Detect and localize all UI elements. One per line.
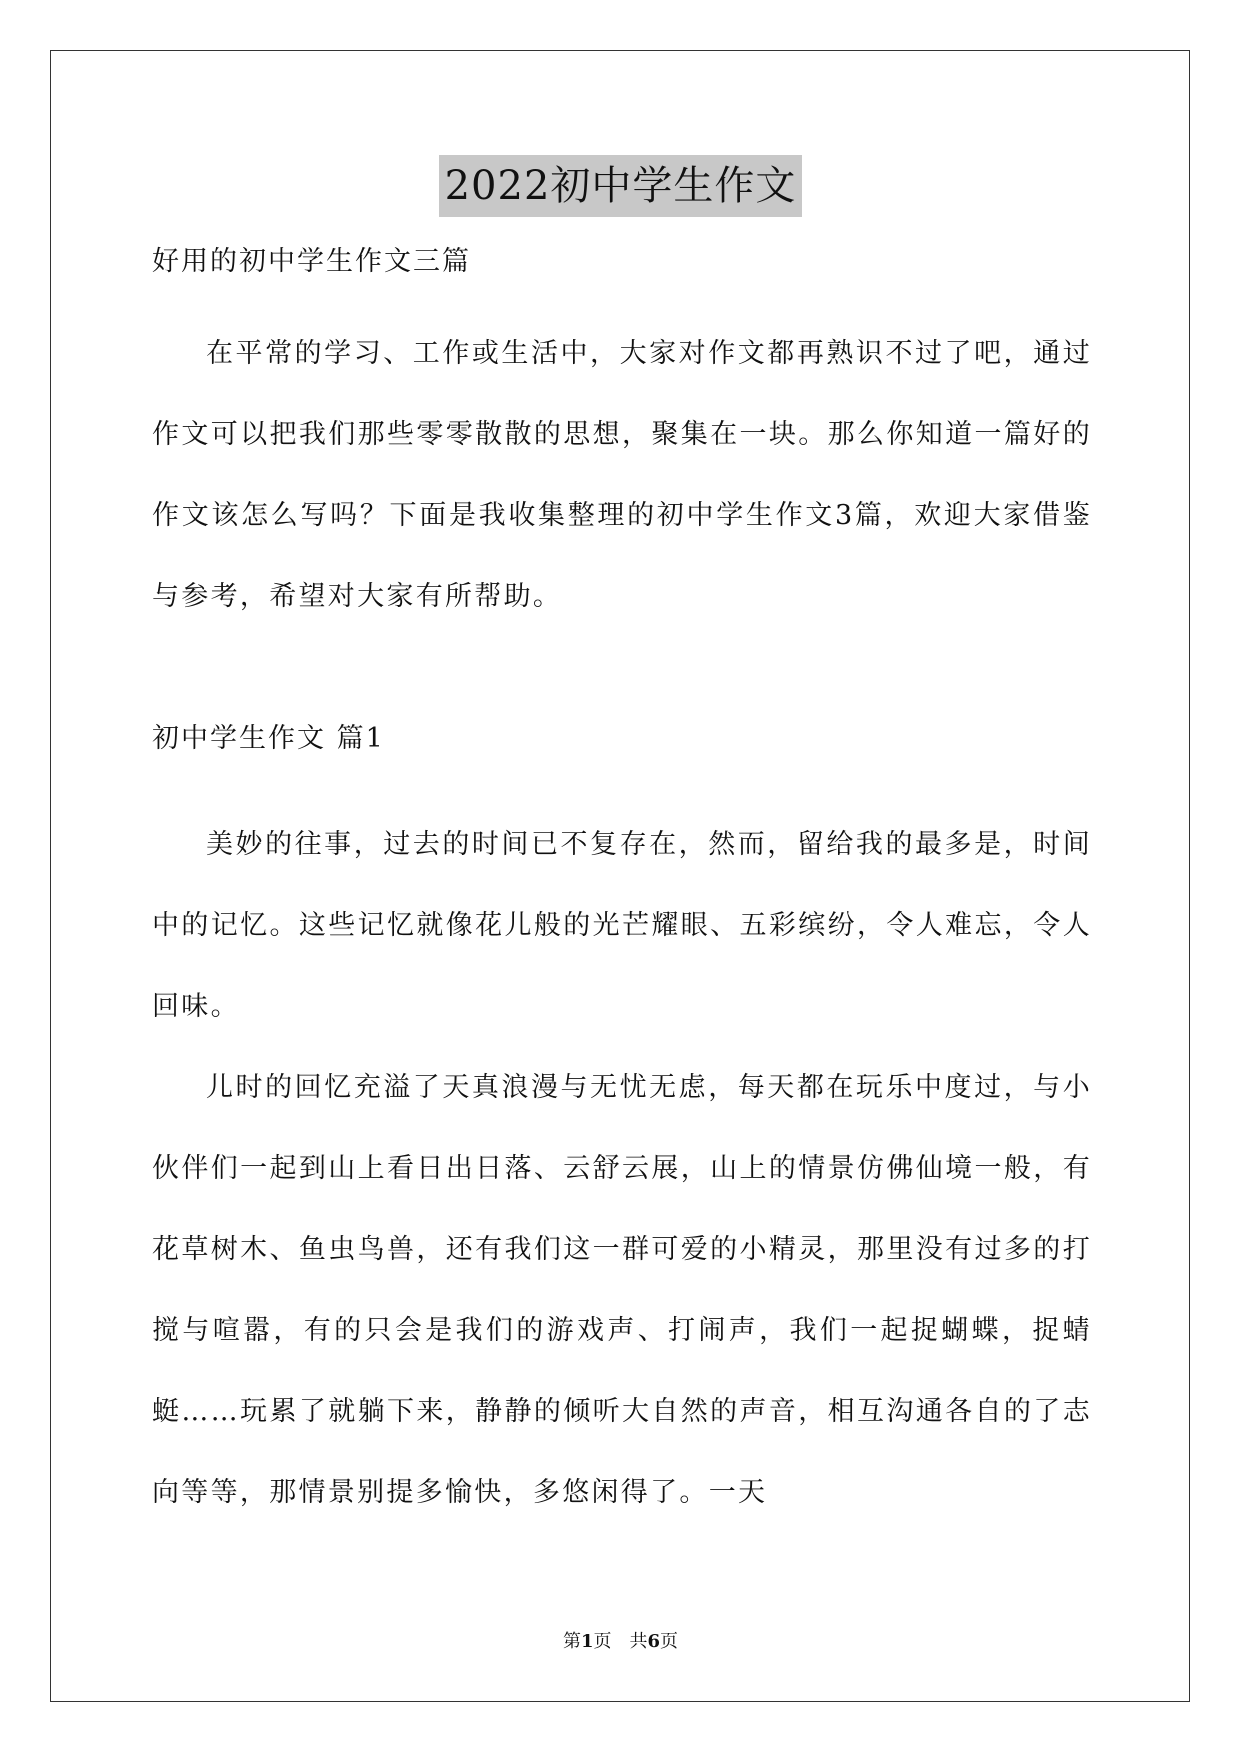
body-paragraph: 儿时的回忆充溢了天真浪漫与无忧无虑，每天都在玩乐中度过，与小伙伴们一起到山上看日出日落、云舒云展，山上的情景仿佛仙境一般，有花草树木、鱼虫鸟兽，还有我们这一群可爱的小精灵，那里没有过多的打搅与喧嚣，有的只会是我们的游戏声、打闹声，我们一起捉蝴蝶，捉蜻蜓……玩累了就躺下来，静静的倾听大自然的声音，相互沟通各自的了志向等等，那情景别提多愉快，多悠闲得了。一天 [152, 1072, 1092, 1508]
title-container [0, 155, 1241, 217]
total-pages: 6 [647, 1631, 661, 1652]
document-body [152, 235, 1092, 1533]
document-subtitle: 好用的初中学生作文三篇 [152, 246, 471, 277]
footer-prefix: 第 [562, 1631, 581, 1652]
footer-suffix: 页 [660, 1631, 679, 1652]
page-number: 1 [580, 1631, 594, 1652]
page-footer [0, 1627, 1241, 1653]
body-paragraph: 美妙的往事，过去的时间已不复存在，然而，留给我的最多是，时间中的记忆。这些记忆就像花儿般的光芒耀眼、五彩缤纷，令人难忘，令人回味。 [152, 829, 1092, 1022]
spacer [152, 289, 1092, 313]
section-heading: 初中学生作文 篇1 [152, 723, 385, 754]
document-title: 2022初中学生作文 [439, 155, 803, 217]
spacer [152, 766, 1092, 804]
spacer [152, 637, 1092, 712]
intro-paragraph: 在平常的学习、工作或生活中，大家对作文都再熟识不过了吧，通过作文可以把我们那些零零散散的思想，聚集在一块。那么你知道一篇好的作文该怎么写吗？下面是我收集整理的初中学生作文3篇，欢迎大家借鉴与参考，希望对大家有所帮助。 [152, 338, 1092, 612]
footer-mid: 页 共 [593, 1631, 648, 1652]
